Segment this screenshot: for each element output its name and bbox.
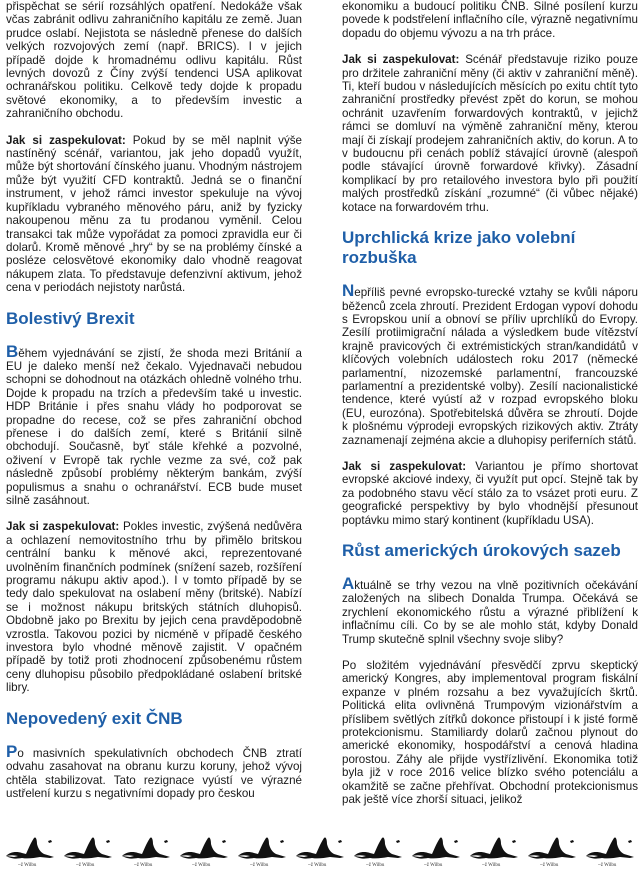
swan-caption: ~ž Wilbu [366,863,385,868]
heading-refugee-crisis: Uprchlická krize jako volební rozbuška [342,228,576,268]
black-swan-border [0,832,640,872]
black-swan-icon [406,832,464,872]
black-swan-icon [348,832,406,872]
speculate-lead: Jak si zaspekulovat: [342,53,460,67]
rates-body-2: Po složitém vyjednávání přesvědčí zprvu skeptický americký Kongres, aby implementoval program fiskální expanze v plném rozsahu a bez vyvažujících škrtů. Politická elita ovlivněná Trumpovým vizionářstvím a příslibem světlých zítřků dokonce přistoupí i k jisté formě protekcionismu. Stamiliardy dolarů začnou plynout do americké ekonomiky, hospodářství a cenová hladina porostou. Záhy ale přijde vystřízlivění. Ekonomika totiž byla již v roce 2016 velice blízko svého potenciálu a okamžitě se začne přehřívat. Obchodní protekcionismus pak ještě více zhorší situaci, jelikož [342,659,638,807]
intro-paragraph: přispěchat se sérií rozsáhlých opatření. Nedokáže však včas zabránit odlivu zahraničního kapitálu ze země. Juan prudce oslabí. Nejistota se následně přenese do dalších velkých rozvojových zemí (např. BRICS). I v jejich případě dojde k hromadnému odlivu kapitálu. Růst levných dovozů z Číny zvýší tendenci USA aplikovat ochranářskou politiku. Celkově tedy dojde k propadu světové ekonomiky, a to především investic a zahraničního obchodu. [6,0,302,121]
rates-body: Aktuálně se trhy vezou na vlně pozitivních očekávání založených na slibech Donalda Trumpa. Očekává se zrychlení ekonomického růstu a výrazné přiblížení k inflačnímu cíli. Co by se ale mohlo stát, kdyby Donald Trump skutečně splnil všechny svoje sliby? [342,574,638,646]
swan-caption: ~ž Wilbu [424,863,443,868]
dropcap: P [6,741,18,761]
speculate-paragraph-china: Jak si zaspekulovat: Pokud by se měl naplnit výše nastíněný scénář, variantou, jak jeho dopadů využít, může být shortování čínského juanu. Vhodným nástrojem může být využití CFD kontraktů. Jedná se o finanční instrument, v jehož rámci investor spekuluje na vývoj kupříkladu vybraného měnového páru, aniž by fyzicky nakoupenou měnu za tu prodanou vyměnil. Celou transakci tak může vypořádat za pomoci zpravidla eur či dolarů. Kromě měnové „hry“ by se na problémy čínské a posléze celosvětové ekonomiky dalo vhodně reagovat nákupem zlata. To představuje defenzivní aktivum, jehož cena v periodách nejistoty narůstá. [6,133,302,295]
speculate-lead: Jak si zaspekulovat: [342,459,467,473]
black-swan-icon [58,832,116,872]
swan-caption: ~ž Wilbu [482,863,501,868]
brexit-body: Během vyjednávání se zjistí, že shoda mezi Británií a EU je daleko menší než čekalo. Vyjednavači nebudou schopni se dohodnout na otázkách ohledně volného trhu. Dojde k propadu na trzích a především také u investic. HDP Británie i přes snahu vlády ho podporovat se propadne do recese, což se přes zahraniční obchod přenese i do dalších zemí, které s Británií silně obchodují. Současně, byť stále křehké a pozvolné, oživení v Evropě tak rychle vezme za své, což pak následně způsobí problémy některým bankám, zvýší populismus a snahu o ochranářství. ECB bude muset silně zasáhnout. [6,341,302,507]
black-swan-icon [174,832,232,872]
cnb-continued: ekonomiku a budoucí politiku ČNB. Silné posílení kurzu povede k podstřelení inflačního cíle, výrazně negativnímu dopadu do objemu vývozu a na trh práce. [342,0,638,40]
swan-caption: ~ž Wilbu [598,863,617,868]
swan-caption: ~ž Wilbu [308,863,327,868]
black-swan-icon [522,832,580,872]
left-column [6,0,302,800]
heading-cnb-exit: Nepovedený exit ČNB [6,708,183,728]
speculate-lead: Jak si zaspekulovat: [6,133,126,147]
swan-caption: ~ž Wilbu [250,863,269,868]
black-swan-icon [464,832,522,872]
black-swan-icon [580,832,638,872]
swan-caption: ~ž Wilbu [192,863,211,868]
cnb-body: Po masivních spekulativních obchodech ČNB ztratí odvahu zasahovat na obranu kurzu koruny, jehož vývoj chtěla stabilizovat. Tato rezignace vyústí ve výrazné ustřelení kurzu s negativními dopady pro českou [6,741,302,800]
dropcap: A [342,574,355,593]
speculate-paragraph-refugee: Jak si zaspekulovat: Variantou je přímo shortovat evropské akciové indexy, či využít put opcí. Stejně tak by za podobného stavu věcí stálo za to vsázet proti euru. Z geografické perspektivy by bylo vhodnější přesunout poptávku mimo starý kontinent (kupříkladu USA). [342,459,638,527]
swan-caption: ~ž Wilbu [18,863,37,868]
refugee-body: Nepříliš pevné evropsko-turecké vztahy se kvůli náporu běženců zcela zhroutí. Prezident Erdogan vypoví dohodu s Evropskou unií a obnoví se příliv uprchlíků do Evropy. Zesílí protiimigrační nálada a výsledkem bude vítězství krajně pravicových či extrémistických stran/kandidátů v klíčových volebních událostech roku 2017 (německé parlamentní, nizozemské parlamentní, francouzské parlamentní a prezidentské volby). Zesílí nacionalistické tendence, které vyústí až v rozpad evropského bloku (EU, eurozóna). Spotřebitelská důvěra se zhroutí. Dojde k plošnému výprodeji evropských rizikových aktiv. Ztráty zaznamenají zejména akcie a dluhopisy periferních států. [342,281,638,447]
speculate-paragraph-cnb: Jak si zaspekulovat: Scénář představuje riziko pouze pro držitele zahraniční měny (či aktiv v zahraniční měně). Ti, kteří budou v následujících měsících po exitu chtít tyto zahraniční prostředky převést zpět do korun, se mohou ochránit uzavřením forwardových kontraktů, v jejichž rámci se domluví na výměně zahraniční měny, kterou mají či získají prodejem zahraničních aktiv, do korun. A to v budoucnu při cenách poblíž stávající úrovně (alespoň podle stávající úrovně forwardové křivky). Zásadní komplikací by pro retailového investora bylo při použití malých prostředků získání „rozumné“ (či vůbec nějaké) kotace na forwardovém trhu. [342,53,638,214]
swan-caption: ~ž Wilbu [134,863,153,868]
black-swan-icon [232,832,290,872]
speculate-paragraph-brexit: Jak si zaspekulovat: Pokles investic, zvýšená nedůvěra a ochlazení nemovitostního trhu by přimělo britskou centrální banku k měnové akci, reprezentované uvolněním finančních podmínek (snížení sazeb, rozšíření programu nákupu aktiv apod.). I v tomto případě by se tedy dalo spekulovat na oslabení měny (britské). Nabízí se i možnost nákupu britských státních dluhopisů. Obdobně jako po Brexitu by jejich cena pravděpodobně vzrostla. Takovou pozici by nicméně v případě českého investora bylo vhodné měnově zajistit. V opačném případě by totiž proti zhodnocení způsobenému růstem ceny dluhopisu působilo předpokládané oslabení britské libry. [6,520,302,695]
black-swan-icon [290,832,348,872]
swan-caption: ~ž Wilbu [540,863,559,868]
dropcap: B [6,341,19,361]
black-swan-icon [116,832,174,872]
speculate-lead: Jak si zaspekulovat: [6,520,120,534]
right-column [342,0,638,807]
swan-caption: ~ž Wilbu [76,863,95,868]
dropcap: N [342,281,355,301]
heading-us-rates: Růst amerických úrokových sazeb [342,541,621,560]
heading-brexit: Bolestivý Brexit [6,308,135,328]
black-swan-icon [0,832,58,872]
